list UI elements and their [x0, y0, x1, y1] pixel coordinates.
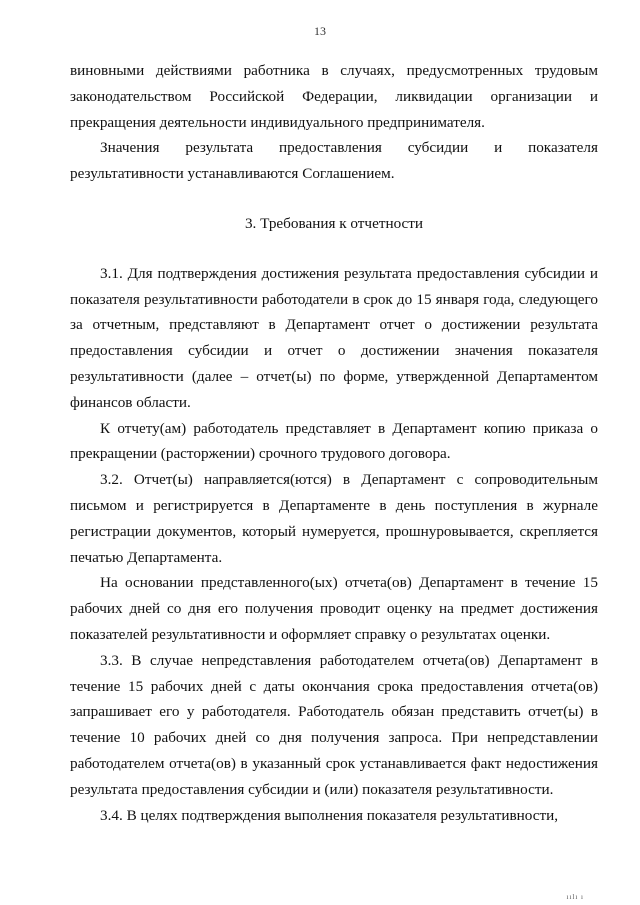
section-heading: 3. Требования к отчетности — [244, 214, 424, 232]
paragraph-3-2: 3.2. Отчет(ы) направляется(ются) в Департамент с сопроводительным письмом и регистрируется в Департаменте в день поступления в журнале регистрации документов, который нумеруется, прошнуровывается, скрепляется печатью Департамента. — [70, 471, 598, 566]
paragraph-3-1: 3.1. Для подтверждения достижения результата предоставления субсидии и показателя результативности работодатели в срок до 15 января года, следующего за отчетным, представляют в Департамент отчет о достижении результата предоставления субсидии и отчет о достижении значения показателя результативности (далее – отчет(ы) по форме, утвержденной Департаментом финансов области. — [70, 264, 598, 411]
footer-scan-mark: ıılı ı — [566, 893, 584, 901]
page-number: 13 — [314, 24, 326, 38]
paragraph-3-4: 3.4. В целях подтверждения выполнения показателя результативности, — [100, 806, 559, 824]
paragraph-3-3: 3.3. В случае непредставления работодателем отчета(ов) Департамент в течение 15 рабочих дней с даты окончания срока предоставления отчета(ов) запрашивает его у работодателя. Работодатель обязан представить отчет(ы) в течение 10 рабочих дней со дня получения запроса. При непредставлении работодателем отчета(ов) в указанный срок устанавливается факт недостижения результата предоставления субсидии и (или) показателя результативности. — [70, 651, 598, 798]
paragraph-continuation: виновными действиями работника в случаях, предусмотренных трудовым законодательством Российской Федерации, ликвидации организации и прекращения деятельности индивидуального предпринимателя. — [70, 62, 598, 131]
document-body — [70, 58, 598, 828]
paragraph-result-values: Значения результата предоставления субсидии и показателя результативности устанавливаются Соглашением. — [70, 139, 598, 183]
paragraph-3-1-attachment: К отчету(ам) работодатель представляет в Департамент копию приказа о прекращении (расторжении) срочного трудового договора. — [70, 419, 598, 463]
paragraph-3-2-assessment: На основании представленного(ых) отчета(ов) Департамент в течение 15 рабочих дней со дня его получения проводит оценку на предмет достижения показателей результативности и оформляет справку о результатах оценки. — [70, 574, 598, 643]
